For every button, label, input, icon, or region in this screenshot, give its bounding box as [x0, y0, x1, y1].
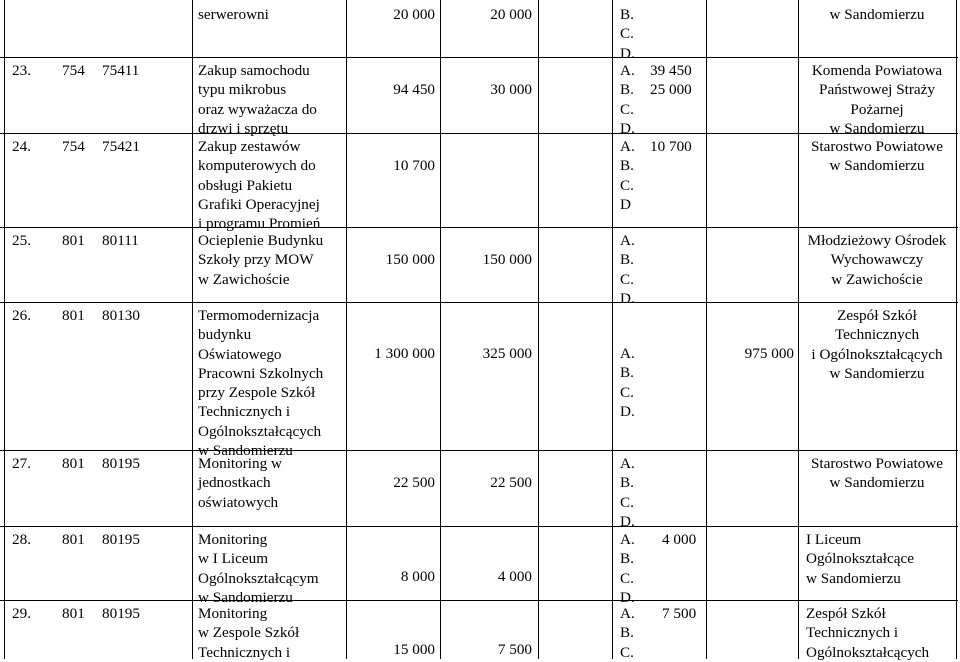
year-expenditure: 20 000 — [490, 6, 532, 23]
funding-sources — [620, 5, 635, 63]
row-separator — [0, 302, 958, 303]
implementing-unit: Starostwo Powiatowe w Sandomierzu — [810, 138, 944, 175]
section-code: 801 — [62, 531, 85, 548]
source-amount: 7 500 — [662, 605, 697, 622]
chapter-code: 75421 — [102, 138, 140, 155]
later-years-amount: 975 000 — [744, 345, 794, 362]
grid-line — [346, 0, 347, 659]
chapter-code: 80195 — [102, 531, 140, 548]
funding-sources: A. B. C. — [620, 605, 635, 661]
row-separator — [0, 526, 958, 527]
implementing-unit: Zespół Szkół Technicznych i Ogólnokształcących w Sandomierzu — [811, 307, 943, 382]
chapter-code: 80111 — [102, 232, 139, 249]
source-letter: D. — [620, 44, 635, 62]
year-expenditure: 7 500 — [497, 641, 532, 658]
implementing-unit: Komenda Powiatowa Państwowej Straży Pożarnej w Sandomierzu — [811, 62, 943, 137]
section-code: 754 — [62, 138, 85, 155]
year-expenditure: 150 000 — [482, 251, 532, 268]
row-number: 25. — [12, 232, 31, 249]
total-cost: 8 000 — [400, 568, 435, 585]
funding-sources: A. B. C. D. — [620, 531, 635, 606]
row-separator — [0, 600, 958, 601]
implementing-unit: I Liceum Ogólnokształcące w Sandomierzu — [806, 531, 914, 587]
task-name: Monitoring w jednostkach oświatowych — [198, 455, 282, 511]
total-cost: 15 000 — [393, 641, 435, 658]
source-amount: 10 700 — [650, 138, 692, 155]
task-name: Termomodernizacja budynku Oświatowego Pracowni Szkolnych przy Zespole Szkół Technicznych i Ogólnokształcących w Sandomierzu — [198, 307, 324, 460]
grid-line — [192, 0, 193, 659]
grid-line — [706, 0, 707, 659]
row-number: 29. — [12, 605, 31, 622]
year-expenditure: 30 000 — [490, 81, 532, 98]
total-cost: 94 450 — [393, 81, 435, 98]
row-number: 27. — [12, 455, 31, 472]
row-separator — [0, 450, 958, 451]
section-code: 801 — [62, 307, 85, 324]
row-number: 24. — [12, 138, 31, 155]
section-code: 754 — [62, 62, 85, 79]
total-cost: 20 000 — [393, 6, 435, 23]
implementing-unit: w Sandomierzu — [829, 6, 925, 23]
year-expenditure: 4 000 — [497, 568, 532, 585]
source-letter: B. — [620, 6, 634, 23]
task-name: Zakup zestawów komputerowych do obsługi Pakietu Grafiki Operacyjnej i programu Promień — [198, 138, 321, 233]
row-number: 23. — [12, 62, 31, 79]
task-name: Monitoring w Zespole Szkół Technicznych i — [198, 605, 300, 661]
grid-line — [956, 0, 957, 659]
total-cost: 150 000 — [385, 251, 435, 268]
grid-line — [538, 0, 539, 659]
row-number: 26. — [12, 307, 31, 324]
chapter-code: 80130 — [102, 307, 140, 324]
chapter-code: 75411 — [102, 62, 140, 79]
grid-line — [440, 0, 441, 659]
section-code: 801 — [62, 605, 85, 622]
funding-sources: A. B. C. D — [620, 138, 635, 213]
section-code: 801 — [62, 232, 85, 249]
total-cost: 1 300 000 — [374, 345, 435, 362]
grid-line — [4, 0, 5, 659]
implementing-unit: Zespół Szkół Technicznych i Ogólnokształcących — [806, 605, 930, 661]
chapter-code: 80195 — [102, 455, 140, 472]
row-separator — [0, 227, 958, 228]
source-letter: C. — [620, 25, 634, 43]
task-name: Zakup samochodu typu mikrobus oraz wyważacza do drzwi i sprzętu — [198, 62, 317, 137]
grid-line — [612, 0, 613, 659]
task-name: Monitoring w I Liceum Ogólnokształcącym w Sandomierzu — [198, 531, 319, 606]
funding-sources: A. B. C. D. — [620, 345, 635, 420]
implementing-unit: Starostwo Powiatowe w Sandomierzu — [810, 455, 944, 492]
year-expenditure: 22 500 — [490, 474, 532, 491]
chapter-code: 80195 — [102, 605, 140, 622]
funding-sources: A. B. C. D. — [620, 232, 635, 307]
total-cost: 22 500 — [393, 474, 435, 491]
row-number: 28. — [12, 531, 31, 548]
funding-sources: A. B. C. D. — [620, 455, 635, 530]
section-code: 801 — [62, 455, 85, 472]
year-expenditure: 325 000 — [482, 345, 532, 362]
grid-line — [798, 0, 799, 659]
task-name: serwerowni — [198, 6, 269, 23]
implementing-unit: Młodzieżowy Ośrodek Wychowawczy w Zawichoście — [807, 232, 947, 288]
source-amount: 4 000 — [662, 531, 697, 548]
source-amounts: 39 450 25 000 — [650, 62, 692, 99]
task-name: Ocieplenie Budynku Szkoły przy MOW w Zawichoście — [198, 232, 324, 288]
total-cost: 10 700 — [393, 157, 435, 174]
row-separator — [0, 57, 958, 58]
funding-sources: A. B. C. D. — [620, 62, 635, 137]
